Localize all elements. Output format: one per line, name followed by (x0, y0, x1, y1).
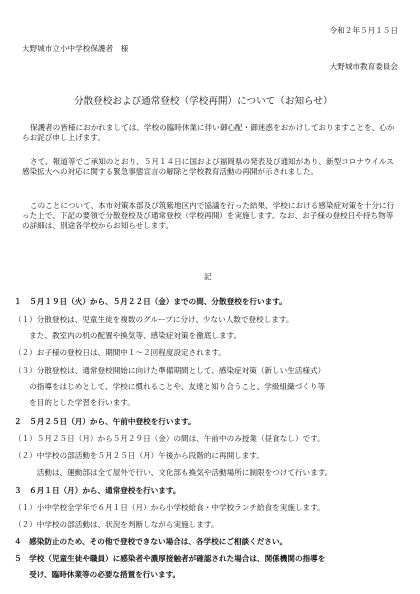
intro-paragraph-3: このことについて、本市対策本部及び筑紫地区内で協議を行った結果、学校における感染症対策を十分に行った上で、下記の要領で分散登校及び通常登校（学校再開）を実施します。なお、お子様の登校日や持ち物等の詳細は、別途各学校からお知らせします。 (22, 201, 395, 230)
list-item: （２）中学校の部活動を５月２５日（月）午後から段階的に再開します。 (14, 451, 264, 460)
list-item: （２）中学校の部活動は、状況を判断しながら実施します。 (14, 520, 219, 529)
date: 令和２年５月１５日 (329, 26, 398, 35)
list-item: を目的とした学習を行います。 (14, 398, 135, 407)
list-item: の指導をはじめとして、学校に慣れることや、友達と知り合うこと、学級組織づくり等 (14, 382, 326, 391)
list-item-4: ４ 感染防止のため、その他で登校できない場合は、各学校にご相談ください。 (14, 537, 288, 546)
list-item-2: ２ ５月２５日（月）から、午前中登校を行います。 (14, 417, 196, 426)
sender: 大野城市教育委員会 (329, 62, 398, 71)
intro-paragraph-1: 保護者の皆様におかれましては、学校の臨時休業に伴い御心配・御迷惑をおかけしておりますことを、心からお詫び申し上げます。 (22, 123, 395, 142)
list-item: また、教室内の机の配置や換気等、感染症対策を徹底します。 (14, 331, 242, 340)
list-item-3: ３ ６月１日（月）から、通常登校を行います。 (14, 486, 181, 495)
ki-heading: 記 (204, 272, 212, 281)
list-item-5: ５ 学校（児童生徒や職員）に感染者や濃厚接触者が確認された場合は、関係機関の指導を (14, 554, 326, 563)
list-item: （１）分散登校は、児童生徒を複数のグループに分け、少ない人数で登校します。 (14, 315, 294, 324)
intro-paragraph-2: さて、報道等でご承知のとおり、５月１４日に国および福岡県の発表及び通知があり、新型コロナウイルス感染拡大への対応に関する緊急事態宣言の解除と学校教育活動の再開が示されました。 (22, 157, 394, 176)
list-item: （１）５月２５日（月）から５月２９日（金）の間は、午前中のみ授業（昼食なし）です。 (14, 434, 325, 443)
recipient: 大野城市立小中学校保護者 様 (22, 44, 129, 53)
list-item-1: １ ５月１９日（火）から、５月２２日（金）までの間、分散登校を行います。 (14, 297, 287, 306)
list-item: 活動は、運動部は全て屋外で行い、文化部も換気や活動場所に制限をつけて行います。 (14, 468, 333, 477)
list-item: （１）小中学校全学年で６月１日（月）から小学校給食・中学校ランチ給食を実施します。 (14, 503, 325, 512)
document-title: 分散登校および通常登校（学校再開）について（お知らせ） (74, 96, 333, 107)
list-item: （２）お子様の登校日は、期間中１～２回程度設定されます。 (14, 348, 227, 357)
list-item: （３）分散登校は、通常登校開始に向けた準備期間として、感染症対策（新しい生活様式） (14, 366, 326, 375)
list-item: 受け、臨時休業等の必要な措置を行います。 (14, 570, 181, 579)
